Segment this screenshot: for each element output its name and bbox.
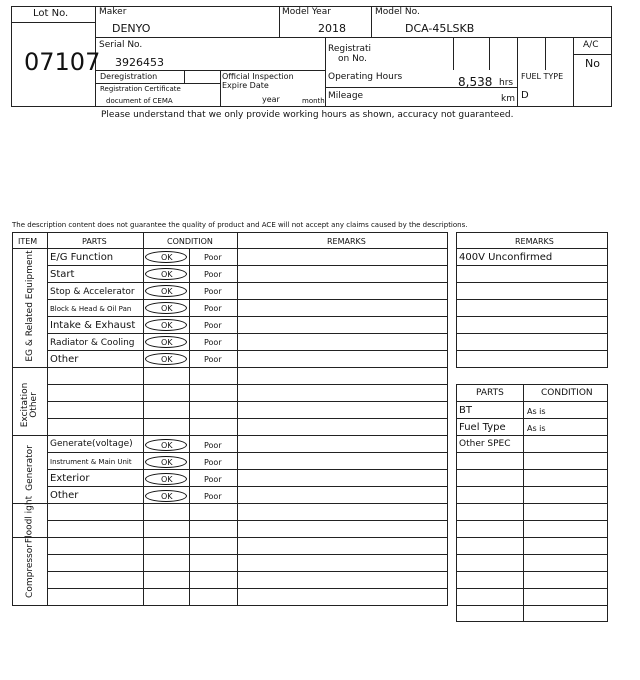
part-radiator-cooling: Radiator & Cooling <box>50 338 135 348</box>
hrs-unit: hrs <box>499 78 514 88</box>
poor-label: Poor <box>204 270 222 279</box>
group-generator: Generator <box>25 445 35 491</box>
part-stop-accelerator: Stop & Accelerator <box>50 287 135 297</box>
fuel-type-label: FUEL TYPE <box>521 72 564 81</box>
col-condition: CONDITION <box>167 237 213 246</box>
right-col-parts: PARTS <box>476 388 504 398</box>
part-generate-voltage: Generate(voltage) <box>50 439 133 449</box>
ac-label: A/C <box>583 40 599 50</box>
operating-hours-label: Operating Hours <box>328 72 403 82</box>
group-excitation-other: Excitation Other <box>20 382 39 428</box>
mileage-label: Mileage <box>328 91 364 101</box>
poor-label: Poor <box>204 253 222 262</box>
group-floodlight: Floodl ight <box>24 495 35 544</box>
serial-no-value: 3926453 <box>115 56 164 69</box>
ok-label: OK <box>161 287 173 296</box>
poor-label: Poor <box>204 287 222 296</box>
month-label: month <box>302 97 325 105</box>
disclaimer: The description content does not guarantee the quality of product and ACE will not accept any claims caused by the descriptions. <box>12 221 468 229</box>
part-start: Start <box>50 269 75 280</box>
model-no-label: Model No. <box>375 7 420 17</box>
ok-label: OK <box>161 441 173 450</box>
part-intake-exhaust: Intake & Exhaust <box>50 320 136 331</box>
maker-value: DENYO <box>112 22 151 35</box>
inspection-label-2: Expire Date <box>222 81 269 90</box>
col-remarks: REMARKS <box>327 237 366 246</box>
ok-label: OK <box>161 338 173 347</box>
part-exterior: Exterior <box>50 473 90 484</box>
serial-no-label: Serial No. <box>99 40 143 50</box>
right-part-bt: BT <box>459 405 472 416</box>
poor-label: Poor <box>204 304 222 313</box>
ok-label: OK <box>161 304 173 313</box>
right-part-other-spec: Other SPEC <box>459 439 511 449</box>
poor-label: Poor <box>204 492 222 501</box>
ok-label: OK <box>161 492 173 501</box>
lot-no-value: 07107 <box>24 48 101 76</box>
part-instrument-main-unit: Instrument & Main Unit <box>50 458 132 466</box>
year-label: year <box>262 95 280 104</box>
ok-label: OK <box>161 321 173 330</box>
ok-label: OK <box>161 253 173 262</box>
registration-label-2: on No. <box>338 54 368 64</box>
part-generator-other: Other <box>50 490 79 501</box>
document-cema-label: document of CEMA <box>106 97 173 105</box>
remark-400v: 400V Unconfirmed <box>459 252 553 263</box>
col-item: ITEM <box>18 237 38 246</box>
maker-label: Maker <box>99 7 127 17</box>
right-cond-fuel-type: As is <box>527 424 546 433</box>
registration-certificate-label: Registration Certificate <box>100 85 181 93</box>
registration-label-1: Registrati <box>328 44 372 54</box>
lot-no-label: Lot No. <box>33 8 69 19</box>
poor-label: Poor <box>204 458 222 467</box>
ok-label: OK <box>161 475 173 484</box>
part-eg-function: E/G Function <box>50 252 114 263</box>
deregistration-label: Deregistration <box>100 72 158 81</box>
right-cond-bt: As is <box>527 407 546 416</box>
ac-value: No <box>585 57 600 70</box>
poor-label: Poor <box>204 355 222 364</box>
hours-note: Please understand that we only provide working hours as shown, accuracy not guaranteed. <box>101 110 514 120</box>
group-compressor: Compressor <box>25 544 35 598</box>
operating-hours-value: 8,538 <box>458 75 493 89</box>
poor-label: Poor <box>204 441 222 450</box>
ok-label: OK <box>161 270 173 279</box>
part-eg-other: Other <box>50 354 79 365</box>
poor-label: Poor <box>204 321 222 330</box>
col-parts: PARTS <box>82 237 107 246</box>
part-block-head-oil-pan: Block & Head & Oil Pan <box>50 305 132 313</box>
model-no-value: DCA-45LSKB <box>405 22 475 35</box>
group-eg-related: EG & Related Equipment <box>25 250 35 362</box>
ok-label: OK <box>161 458 173 467</box>
poor-label: Poor <box>204 475 222 484</box>
model-year-label: Model Year <box>282 7 331 17</box>
right-col-condition: CONDITION <box>541 388 593 398</box>
inspection-label-1: Official Inspection <box>222 72 294 81</box>
model-year-value: 2018 <box>318 22 346 35</box>
fuel-type-value: D <box>521 90 529 101</box>
ok-label: OK <box>161 355 173 364</box>
km-unit: km <box>501 94 515 104</box>
right-remarks-header: REMARKS <box>515 237 554 246</box>
poor-label: Poor <box>204 338 222 347</box>
right-part-fuel-type: Fuel Type <box>459 422 506 433</box>
